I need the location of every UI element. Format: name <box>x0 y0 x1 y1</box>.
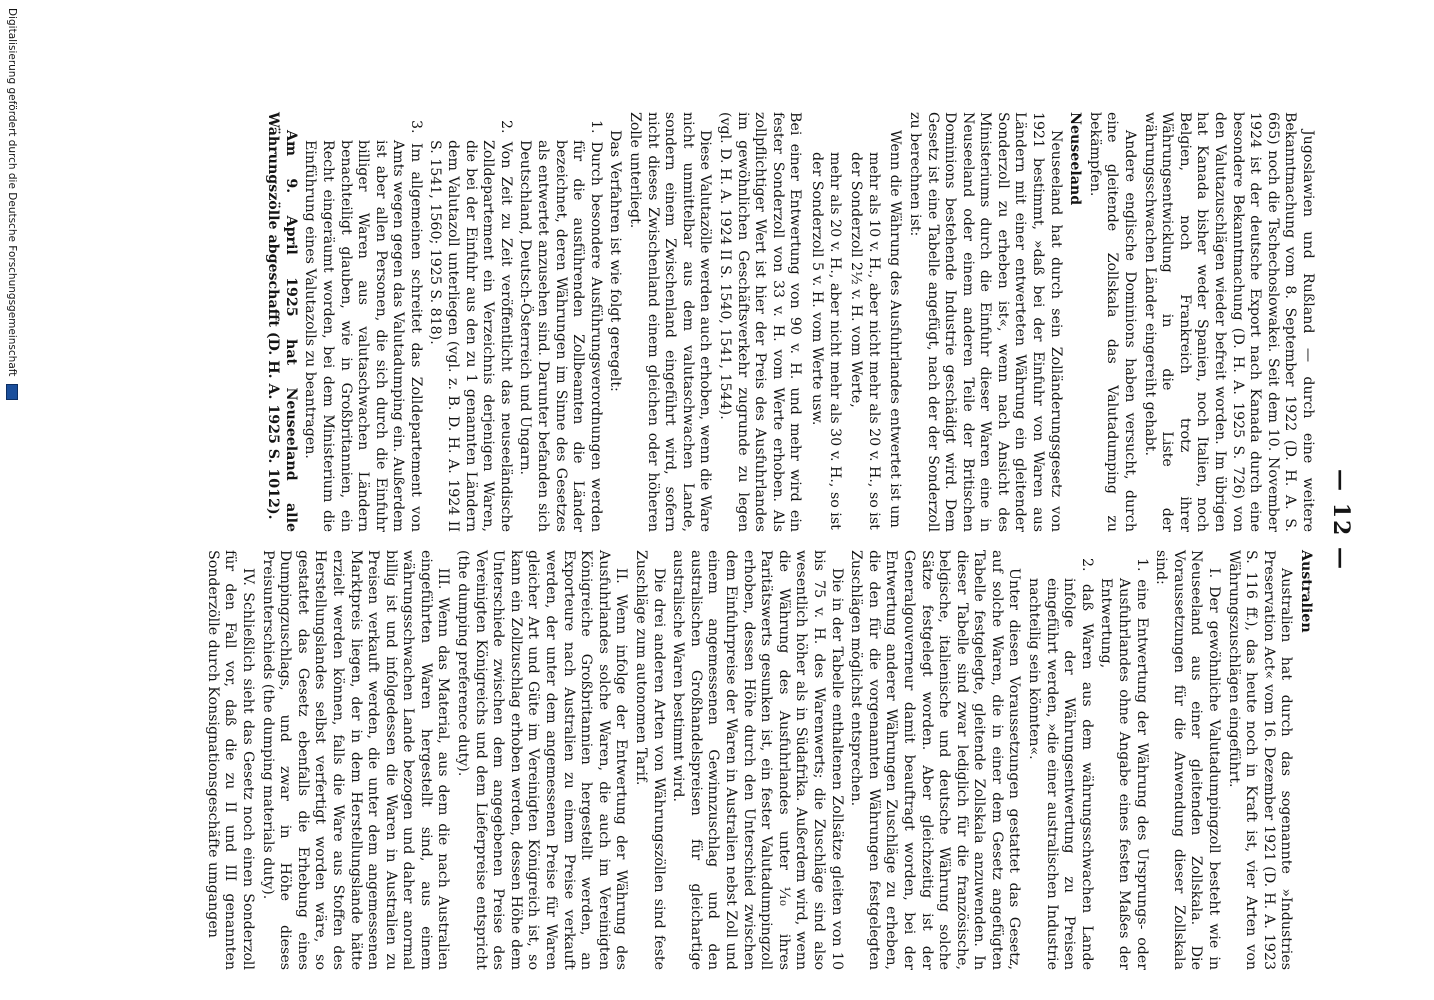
footer-credit-text: Digitalisierung gefördert durch die Deutsche Forschungsgemeinschaft <box>6 8 18 377</box>
paragraph-valutazoelle: Diese Valutazölle werden auch erhoben, wenn die Ware nicht unmittelbar aus dem valutaschwachen Lande, sondern einem Zwischenland eingeführt wird, sofern nicht dieses Zwischenland einem gleichen oder höheren Zolle unterliegt. <box>627 112 714 532</box>
list-item-3: 3. Im allgemeinen schreitet das Zolldepartement von Amts wegen gegen das Valutadumping ein. Außerdem ist aber allen Personen, die sich durch die Einfuhr billiger Waren aus valutaschwachen Ländern benachteiligt glauben, wie in Großbritannien, ein Recht eingeräumt worden, bei dem Ministerium die Einführung eines Valutazolls zu beantragen. <box>302 120 424 532</box>
list-item-1: 1. Durch besondere Ausführungsverordnungen werden für die ausführenden Zollbeamten die Länder bezeichnet, deren Währungen im Sinne des Gesetzes als entwertet anzusehen sind. Darunter befanden sich Deutschland, Deutsch-Österreich und Ungarn. <box>517 120 604 532</box>
paragraph-verfahren: Das Verfahren ist wie folgt geregelt: <box>607 130 624 392</box>
paragraph-jugoslawien: Jugoslawien und Rußland — durch eine weitere Bekanntmachung vom 8. September 1922 (D. H. A. S. 665) noch die Tschechoslowakei. Seit dem 10. November 1924 ist der deutsche Export nach Kanada durch eine besondere Bekanntmachung (D. H. A. 1925 S. 726) von den Valutazuschlägen wieder befreit worden. Im übrigen hat Kanada bisher weder Spanien, noch Italien, noch Belgien, noch Frankreich trotz ihrer Währungsentwicklung in die Liste der währungsschwachen Länder eingereiht gehabt. <box>1141 112 1316 532</box>
paragraph-australien-act: Australien hat durch das sogenannte »Industries Preservation Act« vom 16. Dezember 1921 (D. H. A. 1923 S. 116 ff.), das heute noch in Kraft ist, vier Arten von Währungszuschlägen eingeführt. <box>1225 550 1295 970</box>
paragraph-voraussetzungen: Unter diesen Voraussetzungen gestattet das Gesetz, auf solche Waren, die in einer dem Gesetz angefügten Tabelle festgelegte, gleitende Zollskala anzuwenden. In dieser Tabelle sind zwar lediglich für die französische, belgische, italienische und deutsche Währung solche Sätze festgelegt worden. Aber gleichzeitig ist der Generalgouverneur damit beauftragt worden, bei der Entwertung anderer Währungen Zuschläge zu erheben, die den für die vorgenannten Währungen festgelegten Zuschlägen möglichst entsprechen. <box>848 550 1023 970</box>
paragraph-entwertung-90: Bei einer Entwertung von 90 v. H. und mehr wird ein fester Sonderzoll von 33 v. H. vom Werte erhoben. Als zollpflichtiger Wert ist hier der Preis des Ausfuhrlandes im gewöhnlichen Geschäftsverkehr zugrunde zu legen (vgl. D. H. A. 1924 II S. 1540, 1541, 1544). <box>717 112 804 532</box>
paragraph-drei-arten: Die drei anderen Arten von Währungszöllen sind feste Zuschläge zum autonomen Tarif. <box>633 550 667 970</box>
list-item-1b: 2. daß Waren aus dem währungsschwachen Lande infolge der Währungsentwertung zu Preisen eingeführt werden, »die einer australischen Industrie nachteilig sein könnten«. <box>1026 558 1095 970</box>
paragraph-dominions: Andere englische Dominions haben versucht, durch eine gleitende Zollskala das Valutadumping zu bekämpfen. <box>1086 112 1139 532</box>
roman-item-4: IV. Schließlich sieht das Gesetz noch einen Sonderzoll für den Fall vor, daß die zu II und III genannten Sonderzölle durch Konsignationsgeschäfte umgangen <box>204 550 256 970</box>
roman-item-3: III. Wenn das Material, aus dem die nach Australien eingeführten Waren hergestellt sind, aus einem währungsschwachen Lande bezogen und daher anormal billig ist und infolgedessen die Waren in Australien zu Preisen verkauft werden, die unter dem angemessenen Marktpreis liegen, der in dem Herstellungslande hätte erzielt werden können, falls die Ware aus Stoffen des Herstellungslandes selbst verfertigt worden wäre, so gestattet das Gesetz ebenfalls die Erhebung eines Dumpingzuschlags, und zwar in Höhe dieses Preisunterschieds (the dumping materials duty). <box>259 550 452 970</box>
left-column <box>262 112 1316 532</box>
heading-australien: Australien <box>1298 550 1314 633</box>
list-item-1a: 1. eine Entwertung der Währung des Ursprungs- oder Ausfuhrlandes ohne Angabe eines festen Maßes der Entwertung, <box>1098 558 1150 970</box>
roman-item-1: I. Der gewöhnliche Valutadumpingzoll besteht wie in Neuseeland aus einer gleitenden Zollskala. Die Voraussetzungen für die Anwendung dieser Zollskala sind: <box>1153 550 1223 970</box>
paragraph-abgeschafft: Am 9. April 1925 hat Neuseeland alle Währungszölle abgeschafft (D. H. A. 1925 S. 1012). <box>265 112 299 532</box>
paragraph-neuseeland-law: Neuseeland hat durch sein Zolländerungsgesetz von 1921 bestimmt, »daß bei der Einfuhr von Waren aus Ländern mit einer entwerteten Währung ein gleitender Sonderzoll zu erheben ist«, wenn nach Ansicht des Ministeriums durch die Einfuhr dieser Waren eine in Neuseeland oder einem anderen Teile der Britischen Dominions bestehende Industrie geschädigt wird. Dem Gesetz ist eine Tabelle angefügt, nach der der Sonderzoll zu berechnen ist: <box>906 112 1064 532</box>
formula-10-20: mehr als 10 v. H., aber nicht mehr als 20 v. H., so ist der Sonderzoll 2½ v. H. vom Werte, <box>848 152 882 530</box>
dfg-logo-icon <box>6 384 18 400</box>
footer-credit <box>6 8 18 998</box>
formula-20-30: mehr als 20 v. H., aber nicht mehr als 30 v. H., so ist der Sonderzoll 5 v. H. vom Werte usw. <box>808 152 843 530</box>
right-column <box>201 550 1316 970</box>
paragraph-wenn-waehrung: Wenn die Währung des Ausfuhrlandes entwertet ist um <box>887 130 904 528</box>
list-item-2: 2. Von Zeit zu Zeit veröffentlicht das neuseeländische Zolldepartement ein Verzeichnis derjenigen Waren, die bei der Einfuhr aus den zu 1 genannten Ländern dem Valutazoll unterliegen (vgl. z. B. D. H. A. 1924 II S. 1541, 1560; 1925 S. 818). <box>427 120 514 532</box>
roman-item-2: II. Wenn infolge der Entwertung der Währung des Ausfuhrlandes solche Waren, die auch im Vereinigten Königreiche Großbritannien hergestellt werden, an Exporteure nach Australien zu einem Preise verkauft werden, der unter dem angemessenen Preise für Waren gleicher Art und Güte im Vereinigten Königreich ist, so kann ein Zollzuschlag erhoben werden, dessen Höhe dem Unterschiede zwischen dem angegebenen Preise des Vereinigten Königreichs und dem Lieferpreise entspricht (the dumping preference duty). <box>455 550 630 970</box>
paragraph-zollsaetze: Die in der Tabelle enthaltenen Zollsätze gleiten von 10 bis 75 v. H. des Warenwerts; die Zuschläge sind also wesentlich höher als in Südafrika. Außerdem wird, wenn die Währung des Ausfuhrlandes unter ⅒ ihres Paritätswerts gesunken ist, ein fester Valutadumpingzoll erhoben, dessen Höhe durch den Unterschied zwischen dem Einfuhrpreise der Waren in Australien nebst Zoll und einem angemessenen Gewinnzuschlag und den australischen Großhandelspreisen für gleichartige australische Waren bestimmt wird. <box>670 550 845 970</box>
page-number: — 12 — <box>1328 469 1354 571</box>
heading-neuseeland: Neuseeland <box>1067 112 1084 206</box>
